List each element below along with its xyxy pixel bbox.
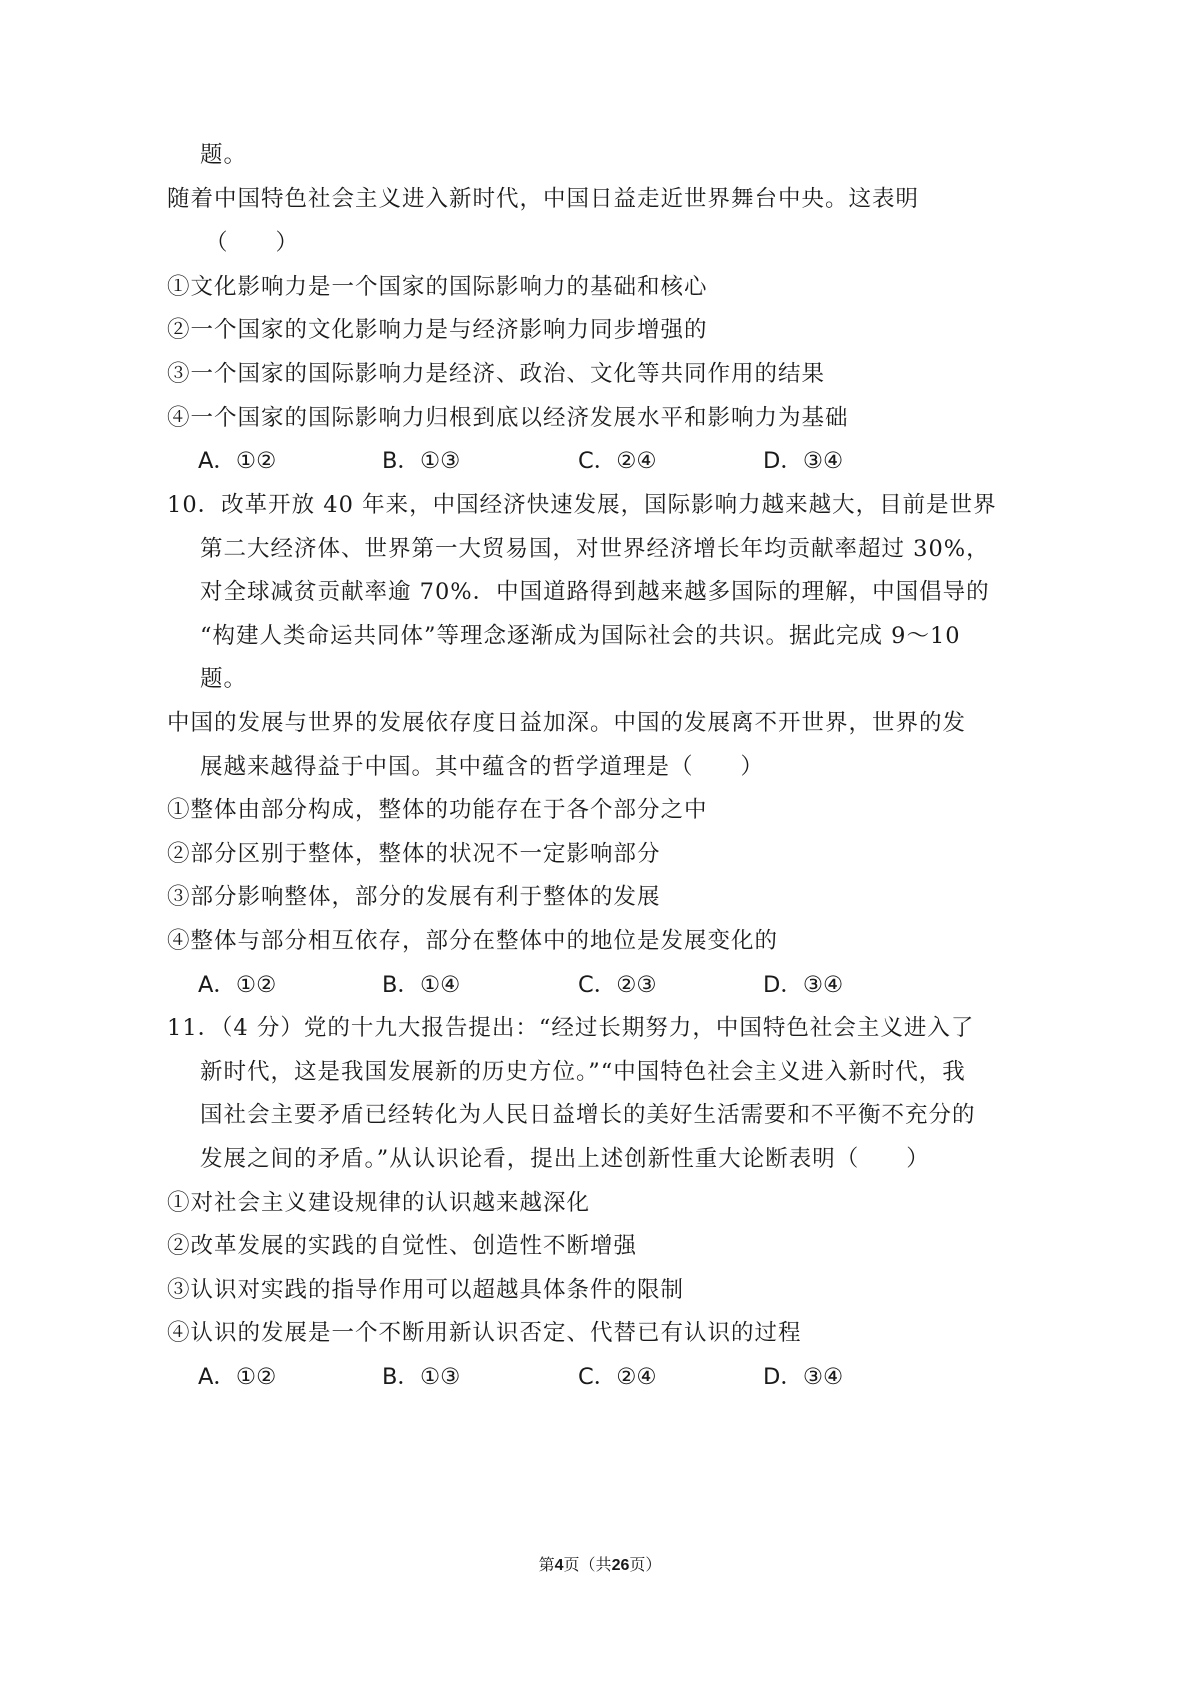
choice-statement: ④认识的发展是一个不断用新认识否定、代替已有认识的过程 <box>167 1320 802 1346</box>
option-letter: A． <box>198 1364 236 1390</box>
option-text: ②④ <box>616 448 657 474</box>
answer-blank: （ ） <box>205 230 300 256</box>
text-line: 新时代，这是我国发展新的历史方位。”“中国特色社会主义进入新时代，我 <box>200 1059 966 1085</box>
option-text: ①② <box>235 1364 277 1390</box>
question-stem: 随着中国特色社会主义进入新时代，中国日益走近世界舞台中央。这表明 <box>167 186 920 212</box>
option-a <box>198 969 276 1001</box>
choice-statement: ③一个国家的国际影响力是经济、政治、文化等共同作用的结果 <box>167 361 826 387</box>
option-text: ②③ <box>616 972 657 998</box>
option-text: ①② <box>235 448 277 474</box>
option-letter: B． <box>382 972 420 998</box>
option-d <box>763 1361 843 1393</box>
choice-statement: ①整体由部分构成，整体的功能存在于各个部分之中 <box>167 797 708 823</box>
text-line: 发展之间的矛盾。”从认识论看，提出上述创新性重大论断表明（ ） <box>200 1146 930 1172</box>
page-number-footer <box>0 1553 1200 1578</box>
question-stem: 中国的发展与世界的发展依存度日益加深。中国的发展离不开世界，世界的发 <box>167 710 967 736</box>
option-d <box>763 445 843 477</box>
text-line: 第二大经济体、世界第一大贸易国，对世界经济增长年均贡献率超过 30%， <box>200 536 990 562</box>
choice-statement: ②改革发展的实践的自觉性、创造性不断增强 <box>167 1233 638 1259</box>
footer-suffix: 页） <box>629 1555 662 1574</box>
option-text: ①③ <box>419 448 461 474</box>
option-b <box>382 445 460 477</box>
option-c <box>578 969 657 1001</box>
option-text: ③④ <box>802 448 844 474</box>
option-a <box>198 445 276 477</box>
option-text: ①③ <box>419 1364 461 1390</box>
footer-middle: 页（共 <box>563 1555 612 1574</box>
choice-statement: ③部分影响整体，部分的发展有利于整体的发展 <box>167 884 661 910</box>
option-letter: C． <box>578 1364 617 1390</box>
choice-statement: ②部分区别于整体，整体的状况不一定影响部分 <box>167 841 661 867</box>
option-c <box>578 445 657 477</box>
text-line: 题。 <box>200 142 248 168</box>
option-letter: B． <box>382 1364 420 1390</box>
option-letter: D． <box>763 972 803 998</box>
option-letter: C． <box>578 448 617 474</box>
question-11-stem: 11．（4 分）党的十九大报告提出：“经过长期努力，中国特色社会主义进入了 <box>167 1015 975 1041</box>
choice-statement: ②一个国家的文化影响力是与经济影响力同步增强的 <box>167 317 708 343</box>
option-text: ③④ <box>802 1364 844 1390</box>
question-10-stem: 10．改革开放 40 年来，中国经济快速发展，国际影响力越来越大，目前是世界 <box>167 492 997 518</box>
text-line: 展越来越得益于中国。其中蕴含的哲学道理是（ ） <box>200 754 765 780</box>
option-a <box>198 1361 276 1393</box>
option-letter: A． <box>198 972 236 998</box>
option-c <box>578 1361 657 1393</box>
option-text: ①④ <box>419 972 461 998</box>
option-letter: C． <box>578 972 617 998</box>
text-line: 题。 <box>200 666 248 692</box>
text-line: “构建人类命运共同体”等理念逐渐成为国际社会的共识。据此完成 9～10 <box>200 623 961 649</box>
option-letter: D． <box>763 1364 803 1390</box>
text-line: 对全球减贫贡献率逾 70%．中国道路得到越来越多国际的理解，中国倡导的 <box>200 579 990 605</box>
current-page: 4 <box>554 1557 564 1574</box>
option-letter: B． <box>382 448 420 474</box>
option-letter: D． <box>763 448 803 474</box>
total-pages: 26 <box>611 1557 630 1574</box>
option-b <box>382 969 460 1001</box>
text-line: 国社会主要矛盾已经转化为人民日益增长的美好生活需要和不平衡不充分的 <box>200 1102 976 1128</box>
choice-statement: ④整体与部分相互依存，部分在整体中的地位是发展变化的 <box>167 928 779 954</box>
option-d <box>763 969 843 1001</box>
choice-statement: ①文化影响力是一个国家的国际影响力的基础和核心 <box>167 274 708 300</box>
footer-prefix: 第 <box>538 1555 555 1574</box>
option-letter: A． <box>198 448 236 474</box>
option-b <box>382 1361 460 1393</box>
option-text: ②④ <box>616 1364 657 1390</box>
option-text: ①② <box>235 972 277 998</box>
choice-statement: ④一个国家的国际影响力归根到底以经济发展水平和影响力为基础 <box>167 405 849 431</box>
choice-statement: ③认识对实践的指导作用可以超越具体条件的限制 <box>167 1277 685 1303</box>
choice-statement: ①对社会主义建设规律的认识越来越深化 <box>167 1190 591 1216</box>
option-text: ③④ <box>802 972 844 998</box>
